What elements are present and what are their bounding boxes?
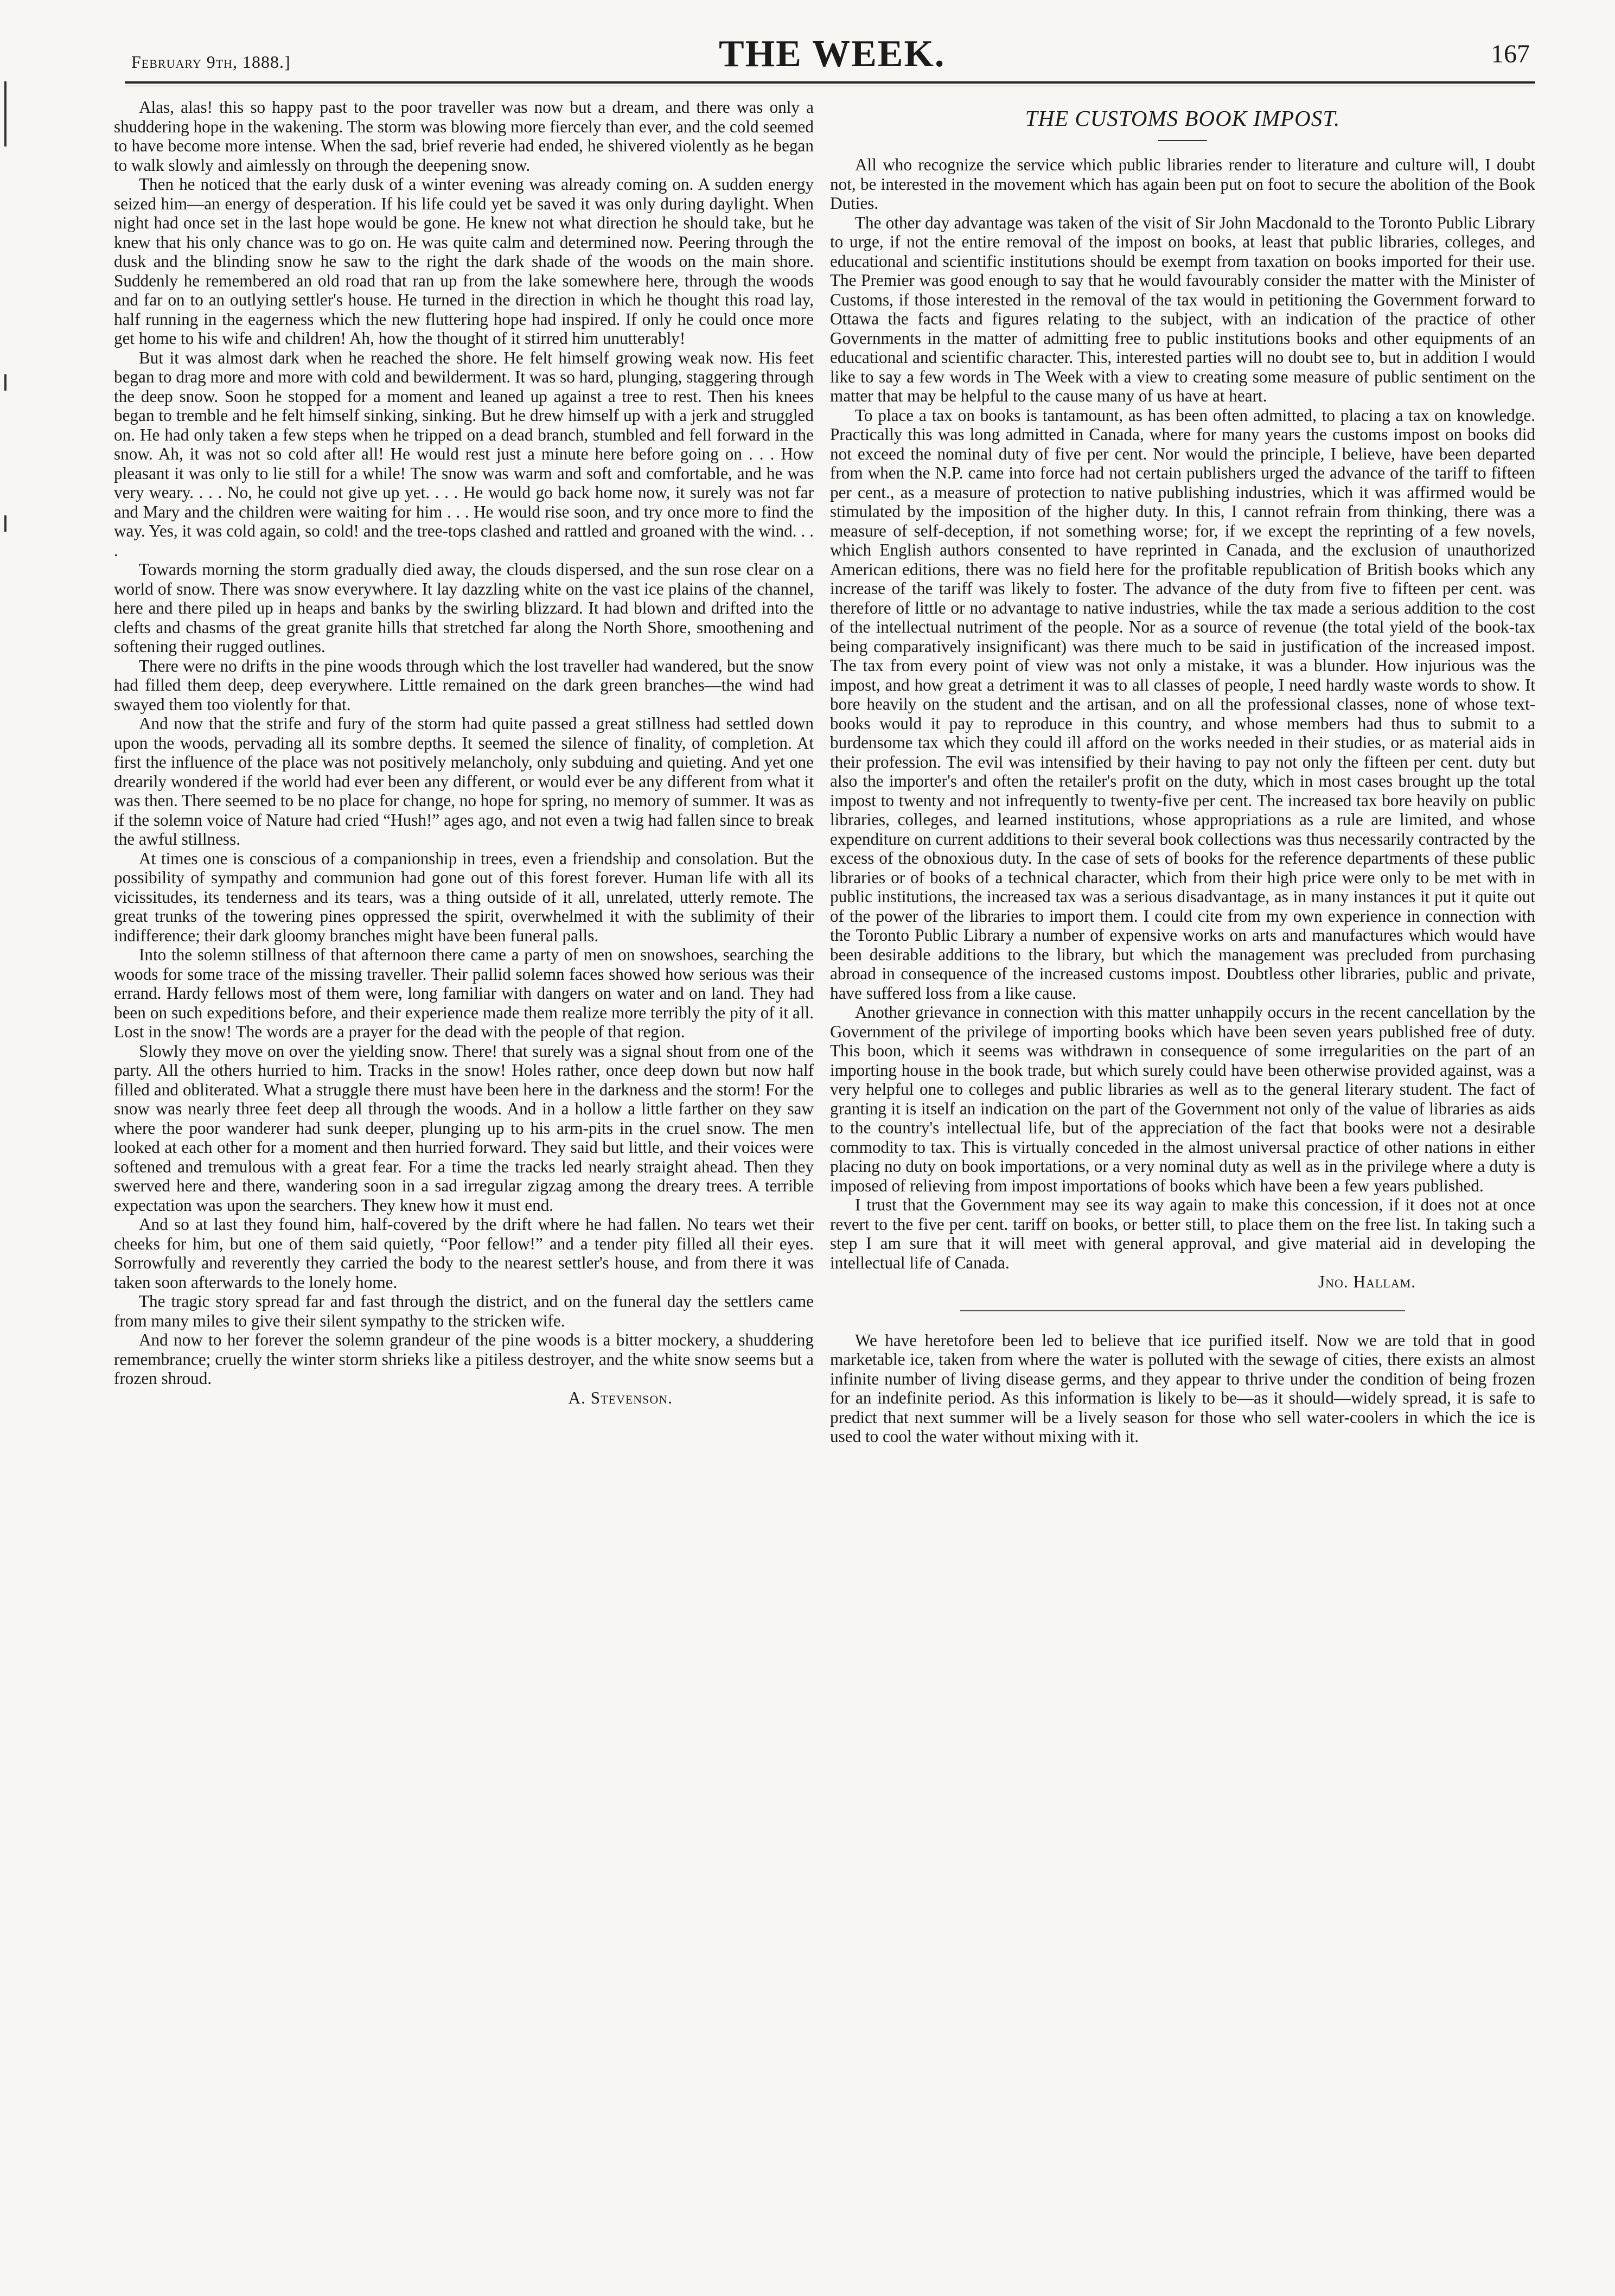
publication-title: THE WEEK.	[719, 33, 946, 75]
story-paragraph: Towards morning the storm gradually died away, the clouds dispersed, and the sun rose clear on a world of snow. There was snow everywhere. It lay dazzling white on the vast ice plains of the channel, here and there piled up in heaps and banks by the swirling blizzard. It had blown and drifted into the clefts and chasms of the great granite hills that stretched far along the North Shore, smoothening and softening their rugged outlines.	[114, 560, 814, 656]
title-rule	[1158, 140, 1207, 141]
header-rule	[125, 81, 1535, 84]
page-number: 167	[1491, 40, 1530, 68]
right-column-article	[830, 98, 1535, 1446]
section-separator	[960, 1310, 1405, 1311]
article-signature: Jno. Hallam.	[1318, 1272, 1416, 1291]
left-column-story	[114, 98, 814, 1407]
margin-mark	[4, 374, 7, 391]
margin-mark	[4, 515, 7, 532]
story-paragraph: The tragic story spread far and fast through the district, and on the funeral day the settlers came from many miles to give their silent sympathy to the stricken wife.	[114, 1292, 814, 1330]
story-paragraph: Slowly they move on over the yielding snow. There! that surely was a signal shout from one of the party. All the others hurried to him. Tracks in the snow! Holes rather, once deep down but now half filled and obliterated. What a struggle there must have been here in the darkness and the storm! For the snow was nearly three feet deep all through the woods. And in a hollow a little farther on they saw where the poor wanderer had sunk deeper, plunging up to his arm-pits in the cruel snow. The men looked at each other for a moment and then hurried forward. They said but little, and their voices were softened and tremulous with a great fear. For a time the tracks led nearly straight ahead. Then they swerved here and there, wandering soon in a sad irregular zigzag among the dreary trees. A terrible expectation was upon the searchers. They knew how it must end.	[114, 1041, 814, 1215]
margin-mark	[4, 81, 7, 146]
issue-date: February 9th, 1888.]	[131, 52, 291, 72]
story-paragraph: And now that the strife and fury of the storm had quite passed a great stillness had settled down upon the woods, pervading all its sombre depths. It seemed the silence of finality, of completion. At first the influence of the place was not positively melancholy, only subduing and quieting. And yet one drearily wondered if the world had ever been any different, or would ever be any different from what it was then. There seemed to be no place for change, no hope for spring, no memory of summer. It was as if the solemn voice of Nature had cried “Hush!” ages ago, and not even a twig had fallen since to break the awful stillness.	[114, 714, 814, 849]
article-paragraph: Another grievance in connection with this matter unhappily occurs in the recent cancellation by the Government of the privilege of importing books which have been seven years published free of duty. This boon, which it seems was withdrawn in consequence of some irregularities on the part of an importing house in the book trade, but which surely could have been otherwise provided against, was a very helpful one to colleges and public libraries as well as to the general literary student. The fact of granting it is itself an indication on the part of the Government not only of the value of libraries as aids to the country's intellectual life, but of the appreciation of the fact that books were not a desirable commodity to tax. This is virtually conceded in the almost universal practice of other nations in either placing no duty on book importations, or a very nominal duty as well as in the privilege where a duty is imposed of relieving from impost importations of books which have been a few years published.	[830, 1003, 1535, 1195]
page-header	[125, 28, 1530, 77]
story-signature: A. Stevenson.	[568, 1388, 673, 1407]
story-paragraph: Then he noticed that the early dusk of a winter evening was already coming on. A sudden energy seized him—an energy of desperation. If his life could yet be saved it was only during daylight. When night had once set in the last hope would be gone. He knew not what direction he should take, but he knew that his only chance was to go on. He was quite calm and determined now. Peering through the dusk and the blinding snow he saw to the right the dark shade of the woods on the main shore. Suddenly he remembered an old road that ran up from the lake somewhere here, through the woods and far on to an outlying settler's house. He turned in the direction in which he thought this road lay, half running in the eagerness which the new fluttering hope had inspired. If only he could once more get home to his wife and children! Ah, how the thought of it stirred him unutterably!	[114, 175, 814, 348]
article-paragraph: All who recognize the service which public libraries render to literature and culture will, I doubt not, be interested in the movement which has again been put on foot to secure the abolition of the Book Duties.	[830, 155, 1535, 213]
story-paragraph: There were no drifts in the pine woods through which the lost traveller had wandered, but the snow had filled them deep, deep everywhere. Little remained on the dark green branches—the wind had swayed them too violently for that.	[114, 656, 814, 714]
article-title: THE CUSTOMS BOOK IMPOST.	[1025, 106, 1340, 131]
story-paragraph: And now to her forever the solemn grandeur of the pine woods is a bitter mockery, a shuddering remembrance; cruelly the winter storm shrieks like a pitiless destroyer, and the white snow seems but a frozen shroud.	[114, 1330, 814, 1388]
article-paragraph: The other day advantage was taken of the visit of Sir John Macdonald to the Toronto Public Library to urge, if not the entire removal of the impost on books, at least that public libraries, colleges, and educational and scientific institutions should be exempt from taxation on books imported for their use. The Premier was good enough to say that he would favourably consider the matter with the Minister of Customs, if those interested in the removal of the tax would in petitioning the Government forward to Ottawa the facts and figures relating to the subject, with an indication of the practice of other Governments in the matter of admitting free to public institutions books and other equipments of an educational and scientific character. This, interested parties will no doubt see to, but in addition I would like to say a few words in The Week with a view to creating some measure of public sentiment on the matter that may be helpful to the cause many of us have at heart.	[830, 213, 1535, 405]
note-paragraph: We have heretofore been led to believe that ice purified itself. Now we are told that in good marketable ice, taken from where the water is polluted with the sewage of cities, there exists an almost infinite number of living disease germs, and they appear to thrive under the condition of being frozen for an indefinite period. As this information is likely to be—as it should—widely spread, it is safe to predict that next summer will be a lively season for those who sell water-coolers in which the ice is used to cool the water without mixing with it.	[830, 1330, 1535, 1446]
story-paragraph: But it was almost dark when he reached the shore. He felt himself growing weak now. His feet began to drag more and more with cold and bewilderment. It was so hard, plunging, staggering through the deep snow. Soon he stopped for a moment and leaned up against a tree to rest. Then his knees began to tremble and he felt himself sinking, sinking. But he drew himself up with a jerk and struggled on. He had only taken a few steps when he tripped on a dead branch, stumbled and fell forward in the snow. Ah, it was not so cold after all! He would rest just a minute here before going on . . . How pleasant it was only to lie still for a while! The snow was warm and soft and comfortable, and he was very weary. . . . No, he could not give up yet. . . . He would go back home now, it surely was not far and Mary and the children were waiting for him . . . He would rise soon, and try once more to find the way. Yes, it was cold again, so cold! and the tree-tops clashed and rattled and groaned with the wind. . . .	[114, 348, 814, 560]
story-paragraph: At times one is conscious of a companionship in trees, even a friendship and consolation. But the possibility of sympathy and communion had gone out of this forest forever. Human life with all its vicissitudes, its tenderness and its tears, was a thing outside of it all, unrelated, utterly remote. The great trunks of the towering pines oppressed the spirit, overwhelmed it with the sublimity of their indifference; their dark gloomy branches might have been funeral palls.	[114, 849, 814, 945]
story-paragraph: Alas, alas! this so happy past to the poor traveller was now but a dream, and there was only a shuddering hope in the wakening. The storm was blowing more fiercely than ever, and the cold seemed to have become more intense. When the sad, brief reverie had ended, he shivered violently as he began to walk slowly and aimlessly on through the deepening snow.	[114, 98, 814, 175]
article-paragraph: I trust that the Government may see its way again to make this concession, if it does not at once revert to the five per cent. tariff on books, or better still, to place them on the free list. In taking such a step I am sure that it will meet with general approval, and give material aid in developing the intellectual life of Canada.	[830, 1195, 1535, 1272]
article-paragraph: To place a tax on books is tantamount, as has been often admitted, to placing a tax on knowledge. Practically this was long admitted in Canada, where for many years the customs impost on books did not exceed the nominal duty of five per cent. Nor would the principle, I believe, have been departed from when the N.P. came into force had not certain publishers urged the advance of the tariff to fifteen per cent., as a measure of protection to native publishing industries, which it was affirmed would be stimulated by the imposition of the higher duty. In this, I cannot refrain from thinking, there was a measure of self-deception, if not something worse; for, if we except the reprinting of a few novels, which English authors consented to have reprinted in Canada, and the exclusion of unauthorized American editions, there was no field here for the profitable republication of British books which any increase of the tariff was likely to foster. The advance of the duty from five to fifteen per cent. was therefore of little or no advantage to native industries, while the tax made a serious addition to the cost of the intellectual nutriment of the people. Nor as a source of revenue (the total yield of the book-tax being comparatively insignificant) was there much to be said in justification of the increased impost. The tax from every point of view was not only a mistake, it was a blunder. How injurious was the impost, and how great a detriment it was to all classes of people, I need hardly waste words to show. It bore heavily on the student and the artisan, and on all the professional classes, none of whose text-books would it pay to reproduce in this country, and whose members had thus to submit to a burdensome tax which they could ill afford on the works needed in their studies, or as material aids in their profession. The evil was intensified by their having to pay not only the fifteen per cent. duty but also the importer's and often the retailer's profit on the duty, which in most cases brought up the total impost to twenty and not infrequently to twenty-five per cent. The increased tax bore heavily on public libraries, colleges, and learned institutions, whose appropriations as a rule are limited, and whose expenditure on current additions to their several book collections was thus necessarily contracted by the excess of the obnoxious duty. In the case of sets of books for the reference departments of these public libraries or of books of a technical character, which from their high price were only to be met with in public institutions, the increased tax was a serious disadvantage, as in many instances it put it quite out of the power of the libraries to import them. I could cite from my own experience in connection with the Toronto Public Library a number of expensive works on arts and manufactures which would have been desirable additions to the library, but which the management was precluded from purchasing abroad in consequence of the increased customs impost. Doubtless other libraries, public and private, have suffered loss from a like cause.	[830, 405, 1535, 1003]
story-paragraph: And so at last they found him, half-covered by the drift where he had fallen. No tears wet their cheeks for him, but one of them said quietly, “Poor fellow!” and a tender pity filled all their eyes. Sorrowfully and reverently they carried the body to the nearest settler's house, and from there it was taken soon afterwards to the lonely home.	[114, 1215, 814, 1292]
story-paragraph: Into the solemn stillness of that afternoon there came a party of men on snowshoes, searching the woods for some trace of the missing traveller. Their pallid solemn faces showed how serious was their errand. Hardy fellows most of them were, long familiar with dangers on water and on land. They had been on such expeditions before, and their experience made them realize more terribly the pity of it all. Lost in the snow! The words are a prayer for the dead with the people of that region.	[114, 945, 814, 1041]
